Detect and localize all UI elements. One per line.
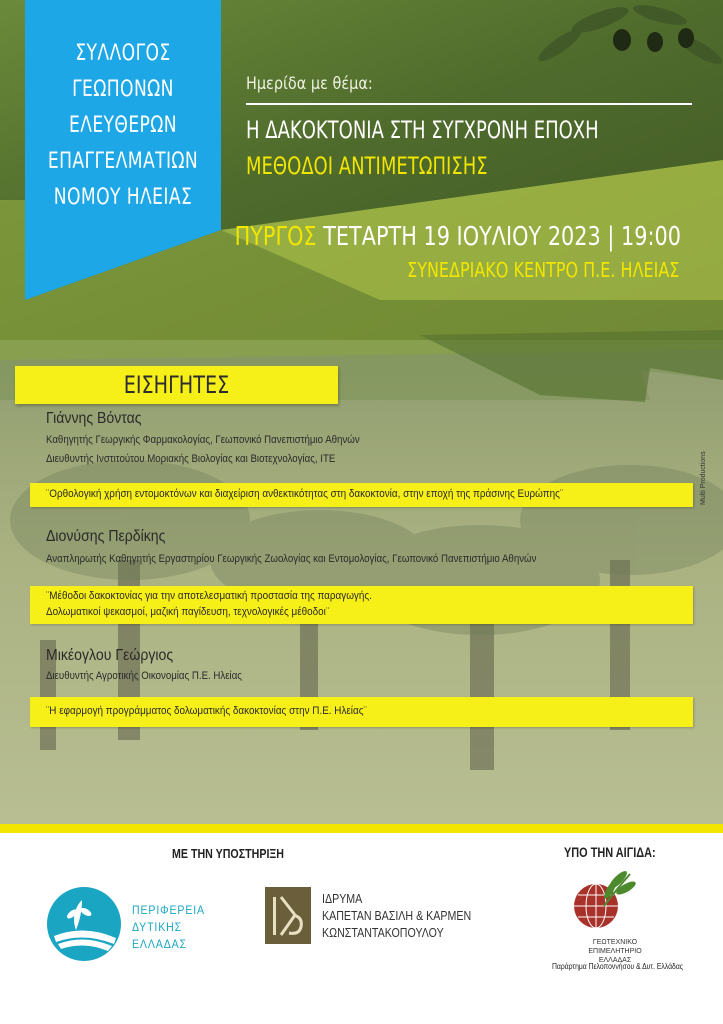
region-logo-icon	[46, 886, 122, 962]
geotechnical-chamber-logo-icon	[560, 866, 640, 942]
talk-title-box	[30, 586, 693, 624]
event-title: Η ΔΑΚΟΚΤΟΝΙΑ ΣΤΗ ΣΥΓΧΡΟΝΗ ΕΠΟΧΗ	[246, 116, 599, 144]
support-label: ΜΕ ΤΗΝ ΥΠΟΣΤΗΡΙΞΗ	[172, 846, 284, 861]
speaker-role: Αναπληρωτής Καθηγητής Εργαστηρίου Γεωργικής Ζωολογίας και Εντομολογίας, Γεωπονικό Πανεπιστήμιο Αθηνών	[46, 553, 537, 565]
production-credit: Multi Productions	[700, 451, 707, 505]
speakers-heading	[15, 366, 338, 404]
speaker-name: Μικέογλου Γεώργιος	[46, 647, 174, 664]
event-datetime: ΤΕΤΑΡΤΗ 19 ΙΟΥΛΙΟΥ 2023 | 19:00	[316, 222, 681, 252]
foundation-line: ΙΔΡΥΜΑ	[322, 891, 363, 906]
event-city: ΠΥΡΓΟΣ	[234, 222, 317, 252]
region-line: ΕΛΛΑΔΑΣ	[132, 937, 187, 951]
geotechnical-chamber-name	[585, 938, 645, 965]
region-name	[132, 902, 205, 953]
auspices-label: ΥΠΟ ΤΗΝ ΑΙΓΙΔΑ:	[564, 844, 656, 860]
region-line: ΠΕΡΙΦΕΡΕΙΑ	[132, 903, 205, 917]
region-line: ΔΥΤΙΚΗΣ	[132, 920, 183, 934]
speaker-name: Γιάννης Βόντας	[46, 410, 142, 427]
chamber-line: ΕΛΛΑΔΑΣ	[598, 957, 632, 964]
organizer-name	[47, 36, 200, 216]
talk-title-box	[30, 483, 693, 507]
speaker-role: Διευθυντής Αγροτικής Οικονομίας Π.Ε. Ηλείας	[46, 670, 242, 682]
foundation-logo-icon	[265, 887, 311, 944]
organizer-line: ΕΠΑΓΓΕΛΜΑΤΙΩΝ	[47, 149, 199, 174]
talk-title: ¨Μέθοδοι δακοκτονίας για την αποτελεσματική προστασία της παραγωγής.	[46, 590, 372, 602]
talk-title: ¨Η εφαρμογή προγράμματος δολωματικής δακοκτονίας στην Π.Ε. Ηλείας¨	[46, 705, 367, 717]
event-intro: Ημερίδα με θέμα:	[246, 74, 373, 94]
organizer-line: ΕΛΕΥΘΕΡΩΝ	[68, 113, 178, 138]
speaker-role: Καθηγητής Γεωργικής Φαρμακολογίας, Γεωπονικό Πανεπιστήμιο Αθηνών	[46, 434, 360, 446]
organizer-line: ΓΕΩΠΟΝΩΝ	[72, 77, 174, 102]
talk-title: Δολωματικοί ψεκασμοί, μαζική παγίδευση, τεχνολογικές μέθοδοι¨	[46, 606, 330, 618]
event-subtitle: ΜΕΘΟΔΟΙ ΑΝΤΙΜΕΤΩΠΙΣΗΣ	[246, 152, 488, 180]
organizer-line: ΣΥΛΛΟΓΟΣ	[75, 41, 171, 66]
foundation-line: ΚΑΠΕΤΑΝ ΒΑΣΙΛΗ & ΚΑΡΜΕΝ	[322, 908, 472, 923]
footer-accent-line	[0, 824, 723, 833]
geotechnical-chamber-branch: Παράρτημα Πελοποννήσου & Δυτ. Ελλάδας	[552, 962, 684, 971]
speakers-heading-text: ΕΙΣΗΓΗΤΕΣ	[123, 371, 230, 399]
chamber-line: ΕΠΙΜΕΛΗΤΗΡΙΟ	[588, 948, 642, 955]
event-date-line	[235, 222, 681, 252]
foundation-name	[322, 890, 471, 941]
talk-title: ¨Ορθολογική χρήση εντομοκτόνων και διαχείριση ανθεκτικότητας στη δακοκτονία, στην εποχή της πράσινης Ευρώπης¨	[46, 488, 564, 500]
heading-divider	[246, 103, 692, 105]
event-venue: ΣΥΝΕΔΡΙΑΚΟ ΚΕΝΤΡΟ Π.Ε. ΗΛΕΙΑΣ	[406, 258, 679, 282]
foundation-line: ΚΩΝΣΤΑΝΤΑΚΟΠΟΥΛΟΥ	[322, 925, 444, 940]
talk-title-box	[30, 697, 693, 727]
speaker-role: Διευθυντής Ινστιτούτου Μοριακής Βιολογίας και Βιοτεχνολογίας, ΙΤΕ	[46, 453, 336, 465]
organizer-line: ΝΟΜΟΥ ΗΛΕΙΑΣ	[53, 185, 193, 210]
speaker-name: Διονύσης Περδίκης	[46, 528, 166, 545]
chamber-line: ΓΕΩΤΕΧΝΙΚΟ	[592, 939, 638, 946]
